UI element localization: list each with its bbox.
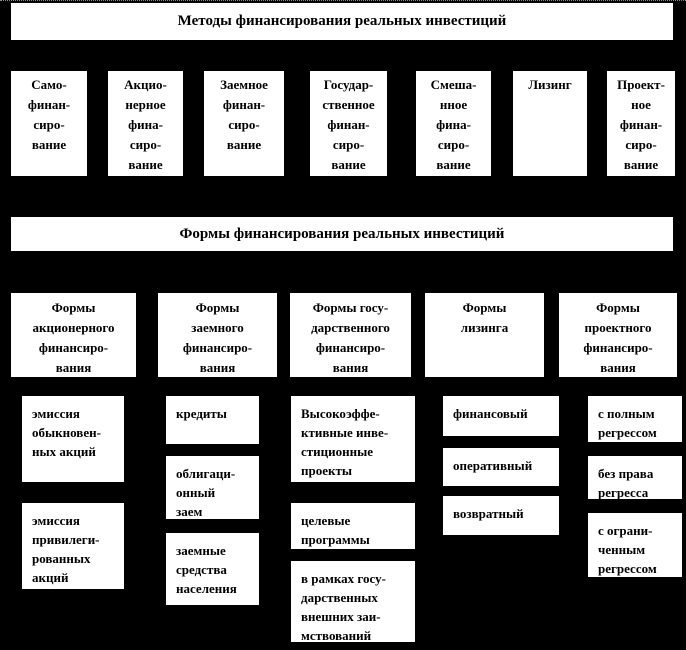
leaf-preferred-shares-issue (21, 502, 125, 590)
text-line: дарственного (311, 320, 390, 335)
banner-forms-title (10, 216, 674, 252)
text-line: финансиро- (182, 340, 253, 355)
text-line: в рамках госу- (301, 571, 386, 586)
text-line: Формы (51, 300, 96, 315)
banner-forms-label: Формы финансирования реальных инвестиций (179, 225, 505, 242)
method-box-project-financing (606, 70, 676, 177)
form-header-equity (10, 292, 137, 378)
method-box-state-financing (309, 70, 388, 177)
text-line: мствований (301, 628, 372, 643)
text-line: вания (600, 360, 636, 375)
text-line: Государ- (323, 77, 374, 92)
text-line: акционерного (32, 320, 115, 335)
leaf-bond-loan (165, 455, 260, 520)
text-line: вание (331, 157, 366, 172)
text-line: Формы госу- (312, 300, 389, 315)
text-line: ных акций (32, 444, 96, 459)
text-line: сиро- (625, 137, 657, 152)
text-line: без права (598, 466, 654, 481)
text-line: внешних заи- (301, 609, 381, 624)
method-box-debt-financing (203, 70, 285, 177)
text-line: онный (176, 485, 216, 500)
text-line: Формы (195, 300, 240, 315)
text-line: ктивные инве- (301, 425, 389, 440)
text-line: вание (31, 137, 67, 152)
text-line: финан- (27, 97, 71, 112)
text-line: финансиро- (38, 340, 109, 355)
text-line: возвратный (453, 506, 524, 521)
method-box-mixed-financing (415, 70, 492, 177)
text-line: финансовый (453, 406, 528, 421)
text-line: заемного (191, 320, 244, 335)
text-line: эмиссия (32, 406, 80, 421)
leaf-financial-leasing (442, 395, 560, 437)
text-line: сиро- (33, 117, 65, 132)
leaf-full-recourse (587, 395, 683, 443)
text-line: финан- (327, 117, 370, 132)
text-line: регрессом (598, 425, 657, 440)
text-line: Смеша- (430, 77, 477, 92)
leaf-high-efficiency-projects (290, 395, 416, 483)
text-line: сиро- (129, 137, 162, 152)
text-line: вание (128, 157, 163, 172)
text-line: финан- (619, 117, 663, 132)
text-line: сиро- (332, 137, 365, 152)
leaf-target-programs (290, 502, 416, 550)
method-box-leasing (512, 70, 588, 177)
text-line: ственное (322, 97, 375, 112)
leaf-common-shares-issue (21, 395, 125, 483)
text-line: эмиссия (32, 513, 80, 528)
text-line: фина- (128, 117, 163, 132)
text-line: средства (176, 562, 227, 577)
text-line: акций (32, 570, 69, 585)
text-line: проектного (584, 320, 652, 335)
text-line: вания (332, 360, 369, 375)
banner-methods-label: Методы финансирования реальных инвестиций (177, 13, 507, 29)
text-line: с полным (598, 406, 655, 421)
leaf-external-borrowings (290, 560, 416, 643)
text-line: Лизинг (528, 77, 572, 92)
text-line: дарственных (301, 590, 378, 605)
text-line: финансиро- (315, 340, 386, 355)
text-line: нное (439, 97, 468, 112)
text-line: вания (55, 360, 92, 375)
text-line: вание (623, 157, 659, 172)
form-header-project (558, 292, 678, 378)
leaf-credits (165, 395, 260, 445)
text-line: вание (226, 137, 262, 152)
leaf-returnable-leasing (442, 495, 560, 536)
text-line: нерное (125, 97, 166, 112)
text-line: ное (631, 97, 651, 112)
form-header-debt (157, 292, 278, 378)
text-line: населения (176, 581, 237, 596)
leaf-operational-leasing (442, 447, 560, 487)
text-line: сиро- (437, 137, 470, 152)
text-line: с ограни- (598, 523, 653, 538)
text-line: Заемное (220, 77, 268, 92)
top-dotted-border (0, 0, 686, 1)
text-line: лизинга (460, 320, 509, 335)
text-line: ченным (598, 542, 646, 557)
text-line: вание (436, 157, 471, 172)
text-line: программы (301, 532, 370, 547)
text-line: финансиро- (583, 340, 653, 355)
text-line: Акцио- (124, 77, 167, 92)
text-line: Проект- (617, 77, 665, 92)
text-line: регрессом (598, 561, 657, 576)
method-box-equity-financing (107, 70, 184, 177)
text-line: сиро- (228, 117, 260, 132)
form-header-state (289, 292, 412, 378)
text-line: Формы (462, 300, 507, 315)
leaf-no-recourse (587, 455, 683, 500)
text-line: заемные (176, 543, 226, 558)
text-line: регресса (598, 485, 649, 500)
text-line: проекты (301, 463, 353, 478)
banner-methods-title (10, 2, 674, 41)
text-line: облигаци- (176, 466, 236, 481)
text-line: Само- (31, 77, 67, 92)
leaf-limited-recourse (587, 512, 683, 578)
text-line: стиционные (301, 444, 374, 459)
leaf-public-borrowed-funds (165, 532, 260, 606)
text-line: финан- (222, 97, 266, 112)
text-line: кредиты (176, 406, 227, 421)
text-line: Формы (596, 300, 640, 315)
text-line: фина- (436, 117, 471, 132)
form-header-leasing (424, 292, 545, 378)
text-line: оперативный (453, 458, 533, 473)
text-line: заем (176, 504, 203, 519)
text-line: целевые (301, 513, 351, 528)
text-line: обыкновен- (32, 425, 101, 440)
text-line: Высокоэффе- (301, 406, 380, 421)
method-box-self-financing (10, 70, 88, 177)
text-line: привилеги- (32, 532, 100, 547)
text-line: вания (199, 360, 236, 375)
text-line: рованных (32, 551, 91, 566)
